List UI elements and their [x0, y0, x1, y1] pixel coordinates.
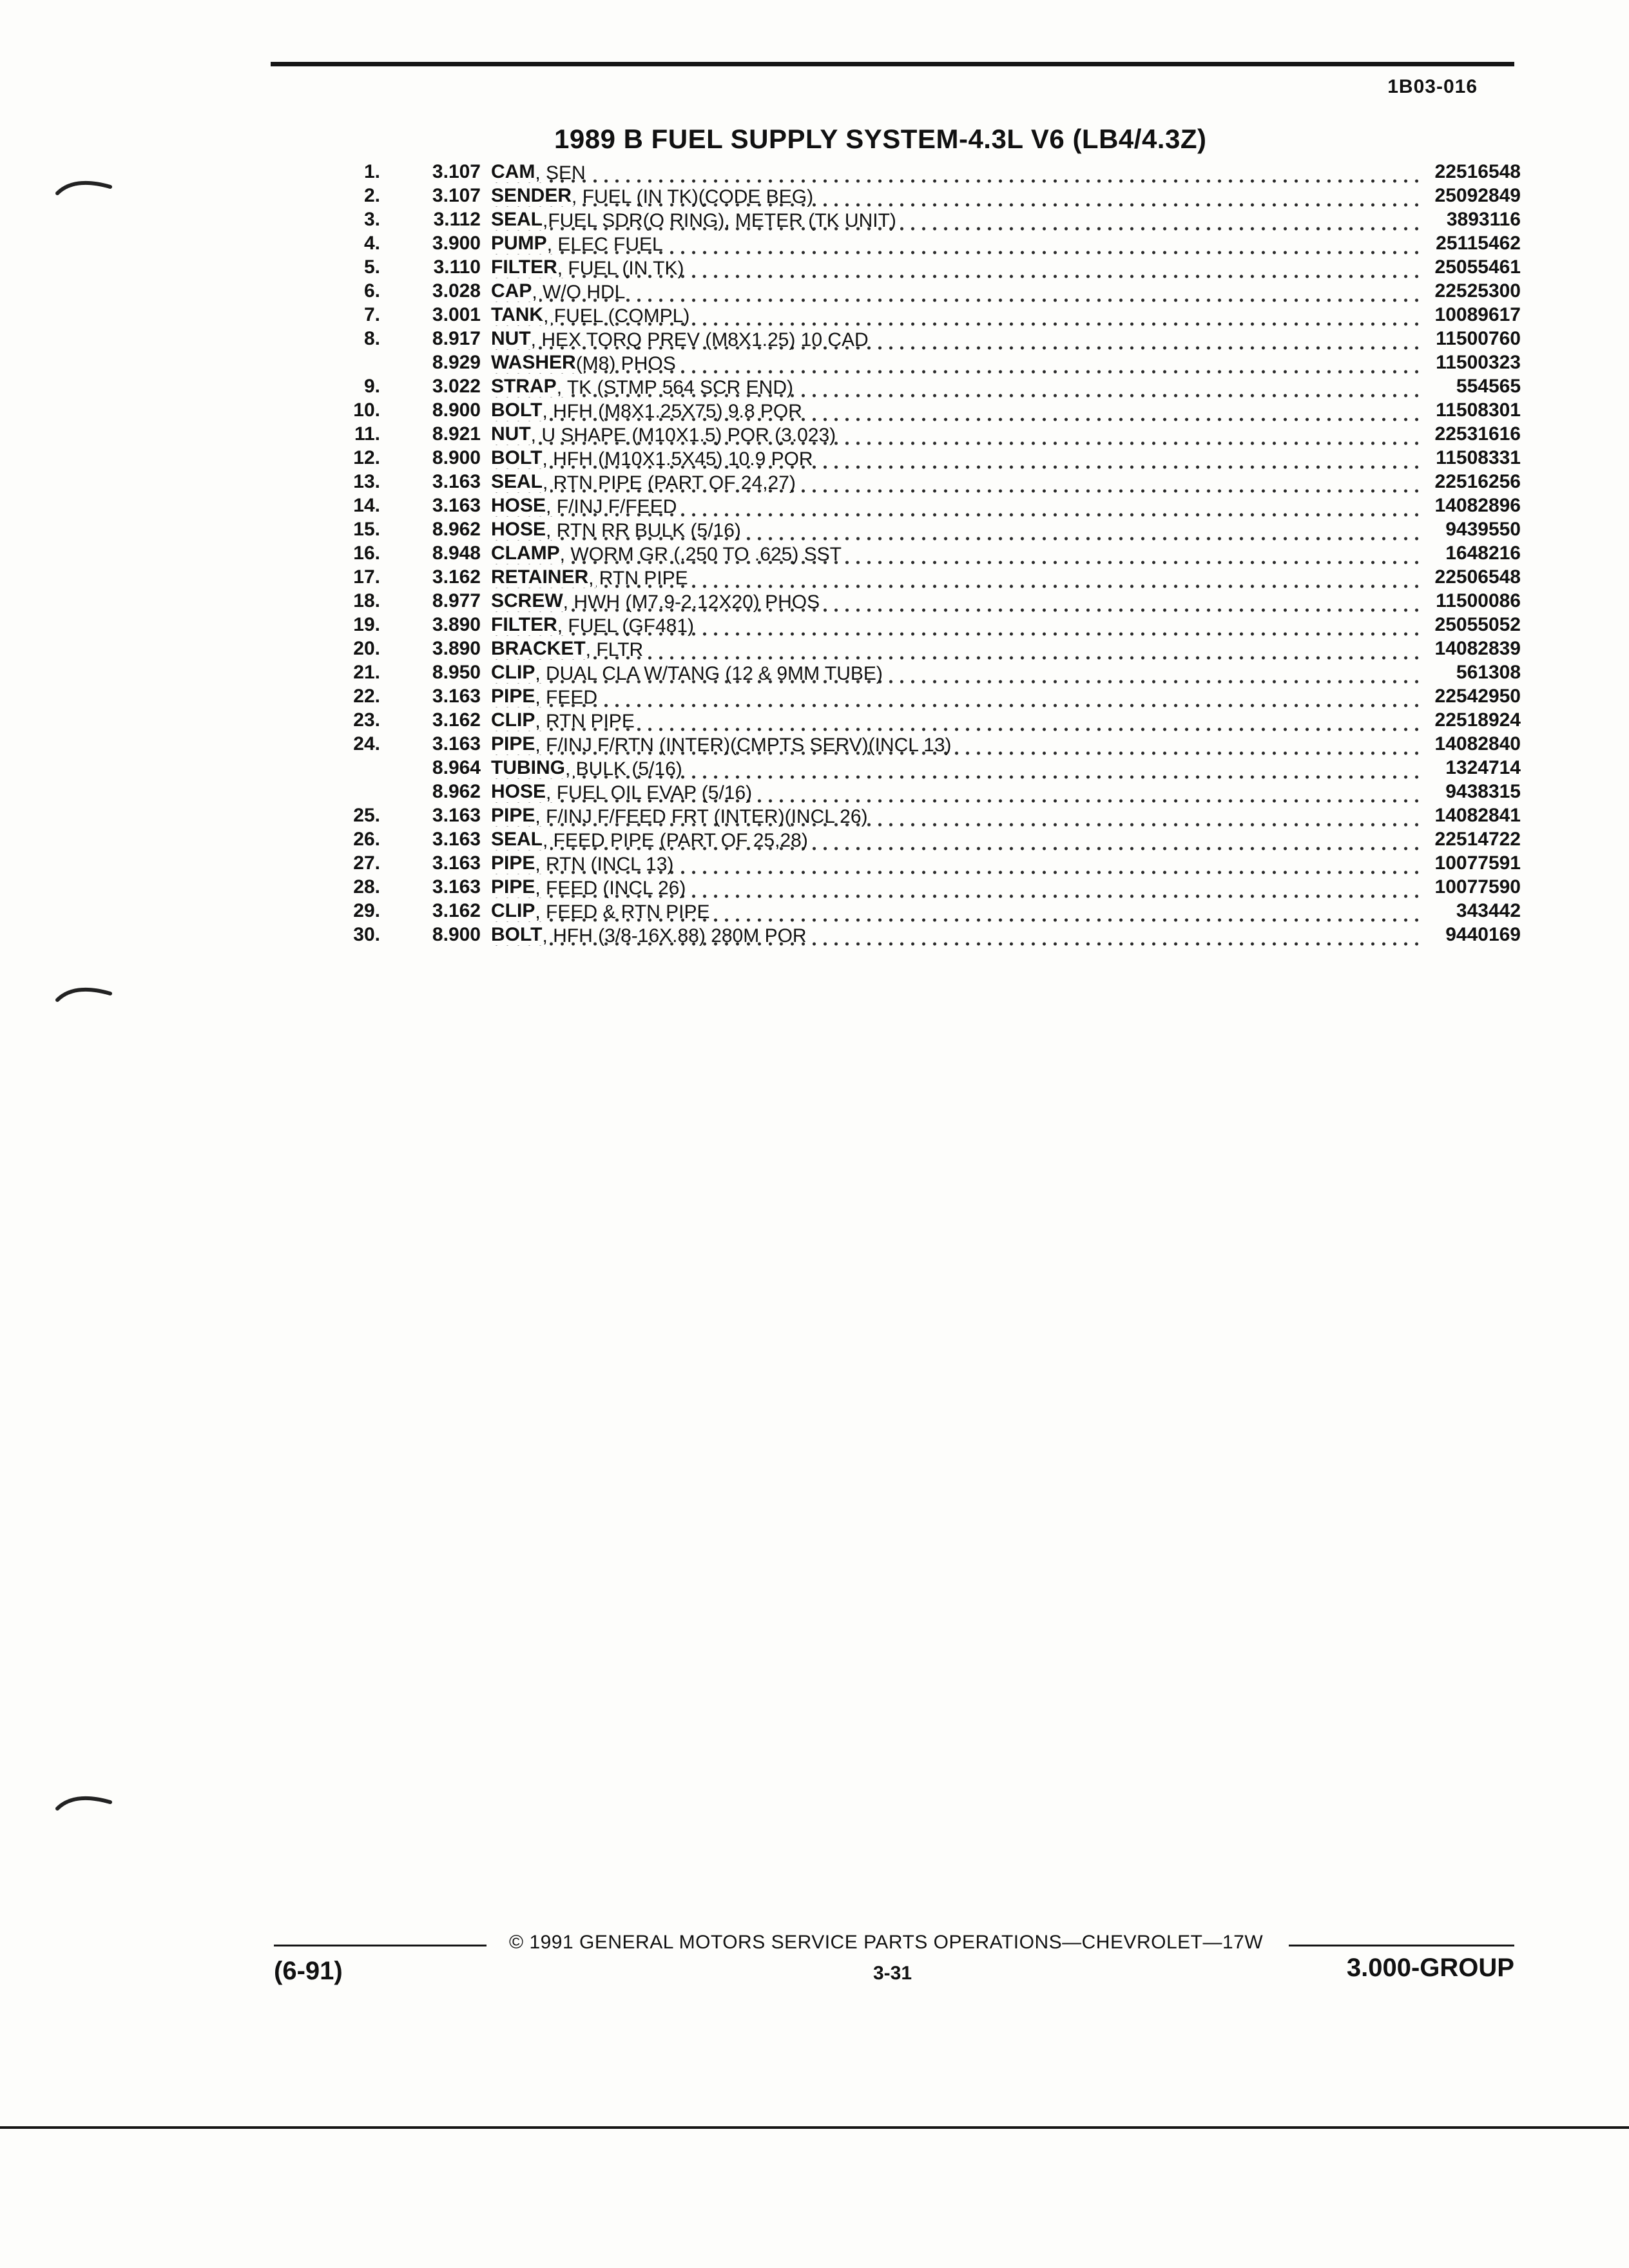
part-name: CLIP [491, 662, 535, 683]
group-number: 3.110 [433, 256, 481, 278]
part-description [491, 471, 1419, 493]
group-number: 3.162 [432, 566, 481, 588]
parts-row [329, 660, 1521, 684]
part-name: SEAL [491, 471, 543, 492]
part-detail: , FLTR [585, 639, 644, 660]
group-number: 3.001 [432, 304, 481, 325]
parts-row [329, 351, 1521, 374]
item-number: 12. [353, 447, 380, 468]
group-number: 8.900 [432, 447, 481, 468]
part-number: 22531616 [1434, 423, 1521, 445]
parts-row [329, 303, 1521, 327]
item-number: 23. [353, 709, 380, 731]
part-number: 22542950 [1434, 686, 1521, 707]
group-number: 3.163 [432, 686, 481, 707]
part-description [491, 280, 1419, 302]
part-description [491, 543, 1419, 564]
part-detail: , FEED (INCL 26) [535, 878, 686, 898]
part-name: BOLT [491, 399, 543, 421]
part-description [491, 185, 1419, 207]
part-number: 14082896 [1434, 495, 1521, 516]
part-name: PIPE [491, 733, 535, 754]
parts-row [329, 255, 1521, 279]
part-name: NUT [491, 423, 531, 445]
part-detail: , U SHAPE (M10X1.5) POR (3.023) [530, 425, 836, 445]
item-number: 2. [363, 185, 380, 206]
item-number: 7. [363, 304, 380, 325]
group-number: 3.112 [433, 209, 481, 230]
part-detail: , RTN (INCL 13) [535, 854, 674, 874]
parts-row [329, 422, 1521, 446]
part-number: 10089617 [1434, 304, 1521, 325]
parts-list [329, 160, 1521, 947]
item-number: 10. [353, 399, 380, 421]
group-number: 3.162 [432, 900, 481, 921]
group-number: 3.163 [432, 495, 481, 516]
parts-row [329, 923, 1521, 947]
group-number: 3.890 [432, 614, 481, 635]
group-number: 3.163 [432, 471, 481, 492]
part-name: PIPE [491, 805, 535, 826]
part-number: 22525300 [1434, 280, 1521, 302]
part-number: 25055052 [1434, 614, 1521, 635]
part-name: PUMP [491, 233, 547, 254]
part-detail: , FEED & RTN PIPE [535, 901, 710, 922]
part-description [491, 733, 1419, 755]
item-number: 17. [353, 566, 380, 588]
parts-row [329, 732, 1521, 756]
group-number: 3.107 [432, 185, 481, 206]
part-detail: , FEED PIPE (PART OF 25,28) [543, 830, 808, 850]
part-detail: , RTN RR BULK (5/16) [546, 520, 741, 541]
part-number: 11500323 [1436, 352, 1521, 373]
parts-row [329, 803, 1521, 827]
item-number: 9. [363, 376, 380, 397]
part-description [491, 876, 1419, 898]
part-number: 14082841 [1434, 805, 1521, 826]
part-detail: , W/O HDL [532, 282, 626, 302]
group-number: 3.163 [432, 805, 481, 826]
page-title: 1989 B FUEL SUPPLY SYSTEM-4.3L V6 (LB4/4.3Z) [554, 124, 1207, 154]
parts-row [329, 184, 1521, 207]
group-number: 3.890 [432, 638, 481, 659]
group-number: 3.107 [432, 161, 481, 182]
part-detail: , F/INJ F/RTN (INTER)(CMPTS SERV)(INCL 13) [535, 735, 952, 755]
item-number: 3. [363, 209, 380, 230]
part-number: 22506548 [1434, 566, 1521, 588]
part-name: HOSE [491, 781, 546, 802]
part-description [491, 304, 1419, 326]
item-number: 14. [353, 495, 380, 516]
part-number: 9440169 [1445, 924, 1521, 945]
part-detail: , SEN [535, 162, 586, 183]
bottom-rule [0, 2126, 1629, 2129]
part-name: FILTER [491, 256, 557, 278]
group-number: 8.948 [432, 543, 481, 564]
item-number: 22. [353, 686, 380, 707]
part-detail: , TK (STMP 564 SCR END) [556, 377, 793, 398]
binder-hole-mark-2 [55, 979, 113, 1005]
part-name: PIPE [491, 686, 535, 707]
parts-row [329, 708, 1521, 732]
part-number: 25092849 [1434, 185, 1521, 206]
part-detail: , FUEL (IN TK)(CODE BEG) [572, 186, 814, 207]
group-number: 8.962 [432, 519, 481, 540]
part-detail: , HFH (M8X1.25X75) 9.8 POR [542, 401, 802, 421]
group-number: 8.964 [432, 757, 481, 778]
group-number: 8.950 [432, 662, 481, 683]
part-description [491, 566, 1419, 588]
part-name: HOSE [491, 519, 546, 540]
parts-row [329, 327, 1521, 351]
part-number: 14082840 [1434, 733, 1521, 754]
part-detail: , F/INJ F/FEED [546, 496, 677, 517]
item-number: 13. [353, 471, 380, 492]
part-number: 10077590 [1434, 876, 1521, 898]
part-number: 9439550 [1445, 519, 1521, 540]
part-name: SEAL [491, 209, 543, 230]
parts-row [329, 613, 1521, 637]
top-rule [271, 62, 1514, 66]
part-description [491, 590, 1419, 612]
revision-date: (6-91) [274, 1957, 343, 1985]
group-number: 8.900 [432, 924, 481, 945]
binder-hole-mark-3 [55, 1788, 113, 1814]
part-name: NUT [491, 328, 531, 349]
part-number: 10077591 [1434, 852, 1521, 874]
group-number: 8.962 [432, 781, 481, 802]
part-name: SENDER [491, 185, 572, 206]
item-number: 6. [363, 280, 380, 302]
parts-row [329, 684, 1521, 708]
part-number: 25055461 [1434, 256, 1521, 278]
part-detail: , F/INJ F/FEED FRT (INTER)(INCL 26) [535, 806, 868, 827]
parts-row [329, 279, 1521, 303]
group-number: 3.028 [432, 280, 481, 302]
parts-row [329, 470, 1521, 494]
part-description [491, 519, 1419, 541]
part-name: CLAMP [491, 543, 560, 564]
group-number: 8.977 [432, 590, 481, 611]
part-number: 1648216 [1445, 543, 1521, 564]
group-number: 3.163 [432, 733, 481, 754]
parts-row [329, 494, 1521, 517]
part-description [491, 900, 1419, 922]
group-number: 8.900 [432, 399, 481, 421]
part-number: 14082839 [1434, 638, 1521, 659]
group-number: 3.163 [432, 852, 481, 874]
parts-row [329, 851, 1521, 875]
part-detail: , FUEL (COMPL) [543, 305, 690, 326]
part-detail: , RTN PIPE [535, 711, 635, 731]
part-detail: (M8) PHOS [575, 353, 676, 374]
item-number: 1. [363, 161, 380, 182]
part-detail: , FUEL (GF481) [557, 615, 695, 636]
part-description [491, 614, 1419, 636]
part-description [491, 662, 1419, 684]
part-name: RETAINER [491, 566, 589, 588]
group-number: 8.929 [432, 352, 481, 373]
footer-rule-right [1289, 1945, 1514, 1946]
binder-hole-mark-1 [55, 173, 113, 198]
part-detail: , FUEL OIL EVAP (5/16) [546, 782, 753, 803]
part-number: 11508331 [1436, 447, 1521, 468]
part-name: CAM [491, 161, 535, 182]
part-detail: , FEED [535, 687, 598, 707]
item-number: 30. [353, 924, 380, 945]
group-label: 3.000-GROUP [1346, 1954, 1514, 1982]
part-name: HOSE [491, 495, 546, 516]
part-description [491, 376, 1419, 398]
part-number: 343442 [1456, 900, 1521, 921]
part-description [491, 805, 1419, 827]
item-number: 26. [353, 829, 380, 850]
parts-row [329, 231, 1521, 255]
part-description [491, 209, 1419, 231]
part-description [491, 757, 1419, 779]
part-number: 22514722 [1434, 829, 1521, 850]
item-number: 20. [353, 638, 380, 659]
part-number: 9438315 [1445, 781, 1521, 802]
parts-row [329, 517, 1521, 541]
parts-row [329, 541, 1521, 565]
part-name: STRAP [491, 376, 557, 397]
item-number: 4. [363, 233, 380, 254]
part-name: TANK [491, 304, 544, 325]
parts-row [329, 827, 1521, 851]
document-code: 1B03-016 [1387, 76, 1478, 97]
part-name: PIPE [491, 876, 535, 898]
part-description [491, 352, 1419, 374]
parts-row [329, 875, 1521, 899]
item-number: 19. [353, 614, 380, 635]
group-number: 3.900 [432, 233, 481, 254]
group-number: 3.163 [432, 876, 481, 898]
part-detail: , FUEL (IN TK) [557, 258, 684, 278]
part-name: CLIP [491, 900, 535, 921]
part-number: 11500086 [1436, 590, 1521, 611]
part-name: WASHER [491, 352, 576, 373]
part-number: 22516548 [1434, 161, 1521, 182]
part-description [491, 495, 1419, 517]
part-name: CLIP [491, 709, 535, 731]
group-number: 8.917 [432, 328, 481, 349]
part-name: BRACKET [491, 638, 586, 659]
part-description [491, 161, 1419, 183]
group-number: 3.022 [432, 376, 481, 397]
parts-row [329, 398, 1521, 422]
group-number: 3.163 [432, 829, 481, 850]
part-number: 22518924 [1434, 709, 1521, 731]
part-name: BOLT [491, 924, 543, 945]
part-number: 22516256 [1434, 471, 1521, 492]
part-name: SCREW [491, 590, 563, 611]
group-number: 8.921 [432, 423, 481, 445]
part-name: SEAL [491, 829, 543, 850]
item-number: 24. [353, 733, 380, 754]
parts-row [329, 756, 1521, 780]
item-number: 8. [363, 328, 380, 349]
part-detail: , RTN PIPE (PART OF 24,27) [543, 472, 796, 493]
part-name: PIPE [491, 852, 535, 874]
item-number: 5. [363, 256, 380, 278]
part-description [491, 852, 1419, 874]
item-number: 21. [353, 662, 380, 683]
part-detail: , WORM GR (.250 TO .625) SST [559, 544, 842, 564]
part-name: CAP [491, 280, 532, 302]
parts-row [329, 899, 1521, 923]
page-number: 3-31 [873, 1963, 912, 1984]
part-description [491, 328, 1419, 350]
parts-row [329, 207, 1521, 231]
part-detail: , HFH (3/8-16X.88) 280M POR [542, 925, 807, 946]
part-description [491, 924, 1419, 946]
item-number: 27. [353, 852, 380, 874]
part-detail: , BULK (5/16) [565, 758, 682, 779]
part-name: TUBING [491, 757, 565, 778]
part-number: 11508301 [1436, 399, 1521, 421]
parts-row [329, 446, 1521, 470]
part-description [491, 399, 1419, 421]
part-name: FILTER [491, 614, 557, 635]
part-detail: , RTN PIPE [588, 568, 688, 588]
group-number: 3.162 [432, 709, 481, 731]
part-number: 3893116 [1446, 209, 1521, 230]
part-number: 11500760 [1436, 328, 1521, 349]
item-number: 29. [353, 900, 380, 921]
item-number: 18. [353, 590, 380, 611]
parts-row [329, 637, 1521, 660]
part-detail: , ELEC FUEL [546, 234, 663, 255]
part-detail: , DUAL CLA W/TANG (12 & 9MM TUBE) [535, 663, 883, 684]
part-description [491, 638, 1419, 660]
parts-row [329, 565, 1521, 589]
part-detail: , HFH (M10X1.5X45) 10.9 POR [542, 448, 813, 469]
part-description [491, 256, 1419, 278]
parts-row [329, 374, 1521, 398]
part-detail: , HEX TORQ PREV (M8X1.25) 10 CAD [530, 329, 869, 350]
item-number: 16. [353, 543, 380, 564]
part-number: 1324714 [1445, 757, 1521, 778]
part-detail: , HWH (M7.9-2.12X20) PHOS [563, 591, 820, 612]
parts-row [329, 160, 1521, 184]
part-number: 554565 [1456, 376, 1521, 397]
parts-row [329, 589, 1521, 613]
part-description [491, 423, 1419, 445]
item-number: 11. [354, 423, 380, 445]
parts-row [329, 780, 1521, 803]
part-description [491, 447, 1419, 469]
part-description [491, 233, 1419, 255]
item-number: 25. [353, 805, 380, 826]
part-number: 25115462 [1436, 233, 1521, 254]
footer-rule-left [274, 1945, 487, 1946]
part-description [491, 829, 1419, 850]
item-number: 15. [353, 519, 380, 540]
part-description [491, 686, 1419, 707]
copyright-notice: © 1991 GENERAL MOTORS SERVICE PARTS OPERATIONS—CHEVROLET—17W [509, 1932, 1264, 1953]
part-description [491, 781, 1419, 803]
part-detail: ,FUEL SDR(O RING), METER (TK UNIT) [543, 210, 896, 231]
part-number: 561308 [1456, 662, 1521, 683]
item-number: 28. [353, 876, 380, 898]
part-description [491, 709, 1419, 731]
part-name: BOLT [491, 447, 543, 468]
